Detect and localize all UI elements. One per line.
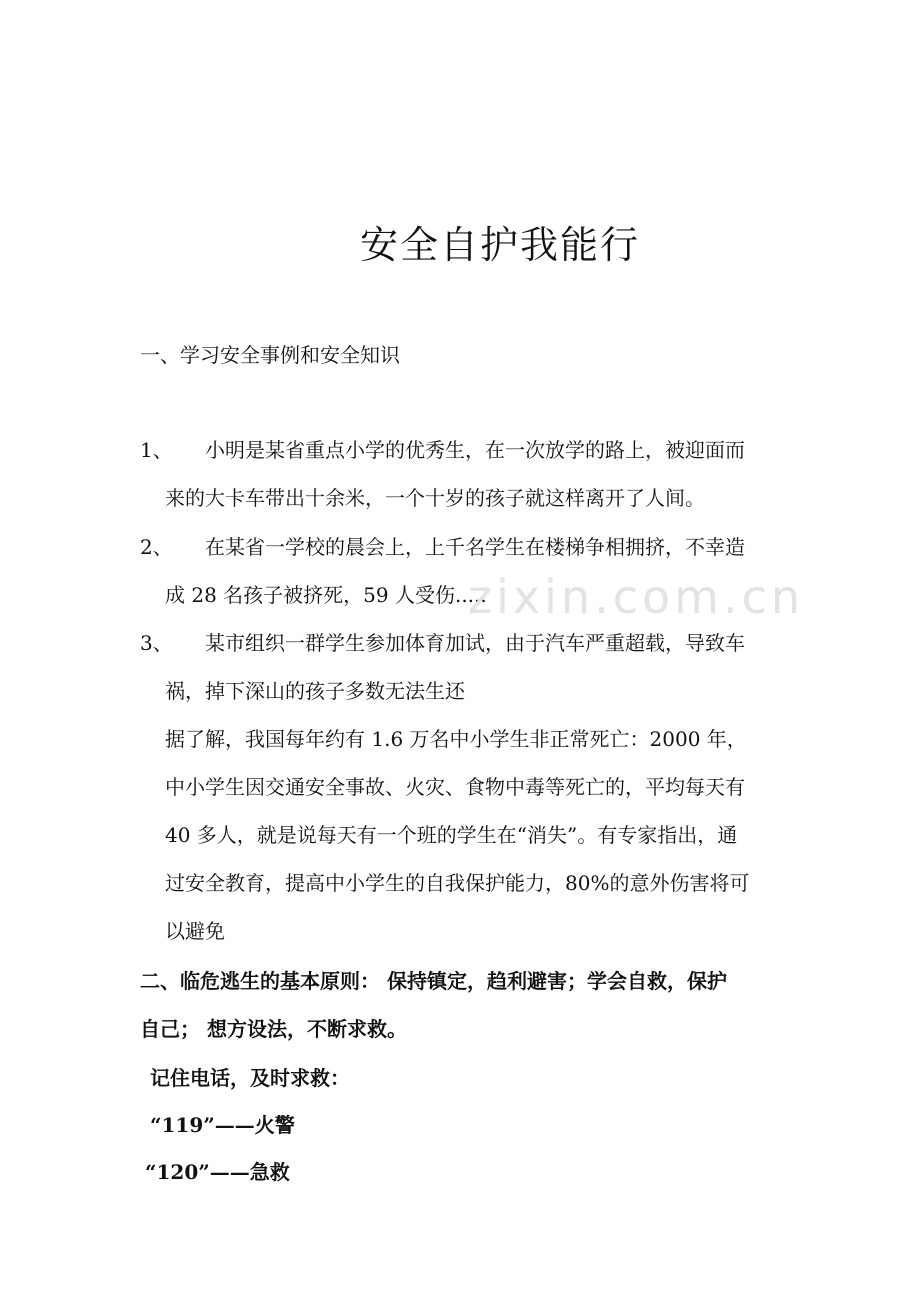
remember-phone-heading: 记住电话，及时求救： — [150, 1066, 350, 1090]
paragraph-line-2: 中小学生因交通安全事故、火灾、食物中毒等死亡的，平均每天有 — [165, 775, 745, 799]
item-2-line-1: 在某省一学校的晨会上，上千名学生在楼梯争相拥挤，不幸造 — [205, 535, 745, 559]
site-watermark: zixin.com.cn — [468, 570, 805, 624]
item-1-line-1: 小明是某省重点小学的优秀生，在一次放学的路上，被迎面而 — [205, 438, 745, 462]
item-3-line-2: 祸，掉下深山的孩子多数无法生还 — [165, 679, 465, 703]
fire-alarm-number: “119”——火警 — [150, 1113, 295, 1137]
ambulance-number: “120”——急救 — [145, 1160, 290, 1184]
item-2-line-2: 成 28 名孩子被挤死，59 人受伤..... — [165, 583, 487, 607]
paragraph-line-5: 以避免 — [165, 919, 225, 943]
section-2-line-2: 自己； 想方设法，不断求救。 — [140, 1017, 407, 1041]
item-3-number: 3、 — [140, 631, 173, 655]
item-1-number: 1、 — [140, 438, 173, 462]
item-2-number: 2、 — [140, 535, 173, 559]
paragraph-line-1: 据了解，我国每年约有 1.6 万名中小学生非正常死亡：2000 年， — [165, 727, 747, 751]
paragraph-line-3: 40 多人，就是说每天有一个班的学生在“消失”。有专家指出，通 — [165, 823, 738, 847]
item-3-line-1: 某市组织一群学生参加体育加试，由于汽车严重超载，导致车 — [205, 631, 745, 655]
section-1-heading: 一、学习安全事例和安全知识 — [140, 343, 400, 367]
section-2-line-1: 二、临危逃生的基本原则： 保持镇定，趋利避害；学会自救，保护 — [140, 969, 727, 993]
paragraph-line-4: 过安全教育，提高中小学生的自我保护能力，80%的意外伤害将可 — [165, 871, 750, 895]
item-1-line-2: 来的大卡车带出十余米，一个十岁的孩子就这样离开了人间。 — [165, 486, 705, 510]
document-title: 安全自护我能行 — [359, 223, 640, 267]
